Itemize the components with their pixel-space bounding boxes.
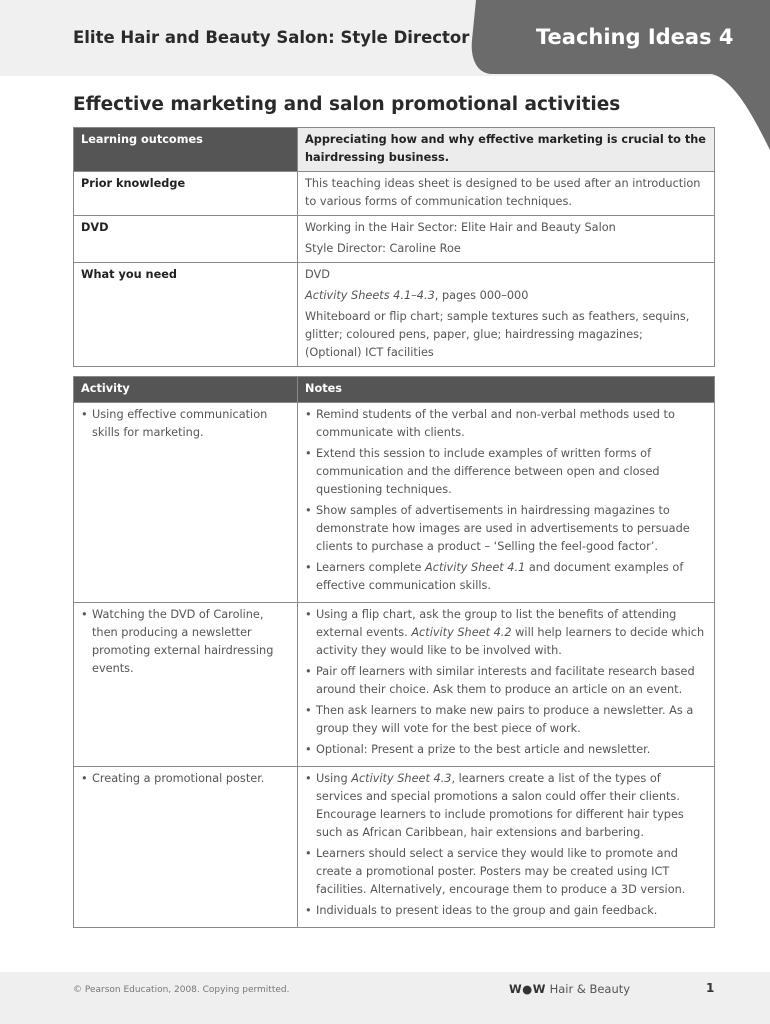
note-item: • Optional: Present a prize to the best article and newsletter. <box>305 741 707 759</box>
note-item: • Extend this session to include examples of written forms of communication and the difference between open and closed questioning techniques. <box>305 445 707 499</box>
notes-list <box>305 406 707 595</box>
notes-cell <box>298 603 715 767</box>
brand-mark <box>509 982 630 996</box>
note-item: • Show samples of advertisements in hairdressing magazines to demonstrate how images are used in advertisements to persuade clients to purchase a product – ‘Selling the feel-good factor’. <box>305 502 707 556</box>
header-tab-label: Teaching Ideas 4 <box>536 25 734 49</box>
activity-list <box>81 406 290 442</box>
note-item <box>305 559 707 595</box>
notes-list <box>305 770 707 920</box>
note-item: • Remind students of the verbal and non-verbal methods used to communicate with clients. <box>305 406 707 442</box>
activity-list <box>81 606 290 678</box>
dvd-row <box>74 216 715 263</box>
activity-rows <box>74 403 715 928</box>
notes-list <box>305 606 707 759</box>
wow-logo: W●W <box>509 982 546 996</box>
activity-table <box>73 376 715 928</box>
learning-outcomes-row <box>74 128 715 172</box>
prior-knowledge-row <box>74 172 715 216</box>
what-you-need-line-4: (Optional) ICT facilities <box>305 346 434 359</box>
header-title: Elite Hair and Beauty Salon: Style Director <box>73 28 470 47</box>
note-item: • Then ask learners to make new pairs to produce a newsletter. As a group they will vote for the best piece of work. <box>305 702 707 738</box>
note-text: Learners complete <box>316 561 426 574</box>
activity-item: • Watching the DVD of Caroline, then producing a newsletter promoting external hairdressing events. <box>81 606 290 678</box>
notes-header: Notes <box>298 377 715 403</box>
note-item <box>305 606 707 660</box>
what-you-need-line-2 <box>305 287 707 305</box>
note-item <box>305 770 707 842</box>
footer-band <box>0 972 770 1024</box>
note-text: , learners create a list of the types of services and special promotions a salon could offer their clients. Encourage learners to include promotions for different hair types such as African Caribbean, hair extensions and barbering. <box>316 772 684 839</box>
activity-item: • Creating a promotional poster. <box>81 770 290 788</box>
activity-row <box>74 767 715 928</box>
dvd-label: DVD <box>74 216 298 263</box>
activity-list <box>81 770 290 788</box>
dvd-value <box>298 216 715 263</box>
notes-cell <box>298 767 715 928</box>
what-you-need-row <box>74 263 715 367</box>
activity-row <box>74 603 715 767</box>
learning-outcomes-label: Learning outcomes <box>74 128 298 172</box>
dvd-line-1: Working in the Hair Sector: Elite Hair and Beauty Salon <box>305 221 616 234</box>
page-title: Effective marketing and salon promotional activities <box>73 94 621 115</box>
activity-header: Activity <box>74 377 298 403</box>
note-text: will help learners to decide which activity they would like to be involved with. <box>316 626 705 657</box>
activity-row <box>74 403 715 603</box>
activity-cell <box>74 603 298 767</box>
activity-header-row <box>74 377 715 403</box>
page-number: 1 <box>706 981 715 995</box>
activity-sheet-ref: Activity Sheet 4.1 <box>425 561 526 574</box>
note-text: and document examples of effective communication skills. <box>316 561 684 592</box>
prior-knowledge-label: Prior knowledge <box>74 172 298 216</box>
note-item: • Individuals to present ideas to the group and gain feedback. <box>305 902 707 920</box>
note-text: Using <box>316 772 352 785</box>
activity-sheets-ref: Activity Sheets 4.1–4.3 <box>305 289 435 302</box>
notes-cell <box>298 403 715 603</box>
what-you-need-value <box>298 263 715 367</box>
what-you-need-line-1: DVD <box>305 268 330 281</box>
pages-ref: , pages 000–000 <box>434 289 529 302</box>
activity-cell <box>74 403 298 603</box>
activity-sheet-ref: Activity Sheet 4.2 <box>411 626 512 639</box>
what-you-need-label: What you need <box>74 263 298 367</box>
copyright-text: © Pearson Education, 2008. Copying permitted. <box>73 985 290 995</box>
prior-knowledge-value: This teaching ideas sheet is designed to be used after an introduction to various forms of communication techniques. <box>298 172 715 216</box>
activity-cell <box>74 767 298 928</box>
info-table <box>73 127 715 367</box>
dvd-line-2: Style Director: Caroline Roe <box>305 242 461 255</box>
learning-outcomes-value: Appreciating how and why effective marketing is crucial to the hairdressing business. <box>298 128 715 172</box>
note-item: • Pair off learners with similar interests and facilitate research based around their choice. Ask them to produce an article on an event. <box>305 663 707 699</box>
note-item: • Learners should select a service they would like to promote and create a promotional poster. Posters may be created using ICT facilities. Alternatively, encourage them to produce a 3D version. <box>305 845 707 899</box>
activity-sheet-ref: Activity Sheet 4.3 <box>351 772 452 785</box>
brand-text: Hair & Beauty <box>549 982 631 996</box>
what-you-need-line-3: Whiteboard or flip chart; sample textures such as feathers, sequins, glitter; coloured pens, paper, glue; hairdressing magazines; <box>305 310 690 341</box>
activity-item: • Using effective communication skills for marketing. <box>81 406 290 442</box>
note-text: Using a flip chart, ask the group to list the benefits of attending external events. <box>316 608 677 639</box>
